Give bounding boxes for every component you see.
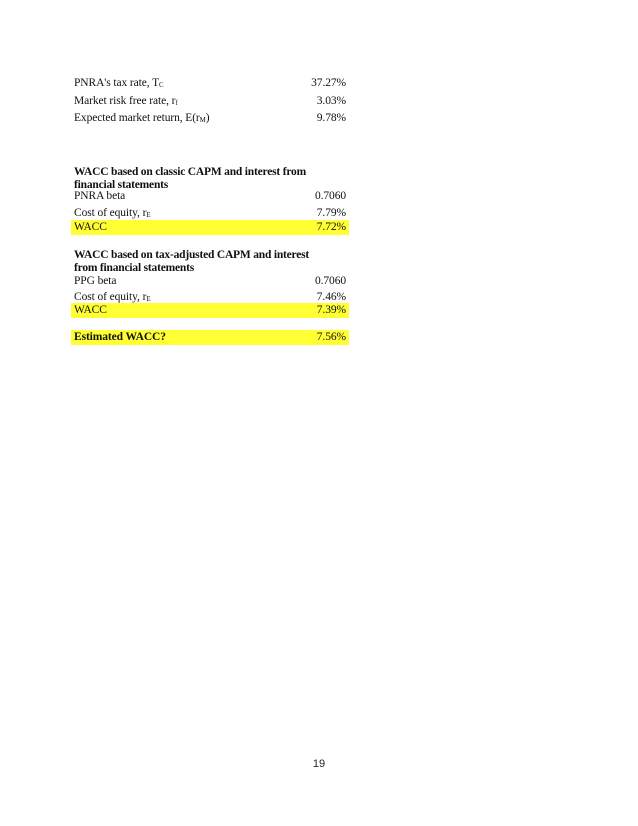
estimated-wacc-label: Estimated WACC? [74,331,166,343]
cost-of-equity-row-1 [71,206,349,221]
wacc-label-1: WACC [74,221,107,233]
section1-heading-line2: financial statements [74,179,169,191]
estimated-wacc-value: 7.56% [316,331,346,343]
wacc-row-2 [71,303,349,318]
market-return-label: Expected market return, E(rM) [74,112,210,124]
section2-heading-line2: from financial statements [74,262,194,274]
cost-of-equity-label-1: Cost of equity, rE [74,207,151,219]
ppg-beta-row [71,274,349,289]
ppg-beta-label: PPG beta [74,275,117,287]
wacc-row-1 [71,220,349,235]
ppg-beta-value: 0.7060 [314,275,346,287]
market-return-value: 9.78% [316,112,346,124]
tax-rate-label: PNRA's tax rate, TC [74,77,164,89]
tax-rate-row [71,76,349,91]
cost-of-equity-value-1: 7.79% [316,207,346,219]
risk-free-rate-label: Market risk free rate, rf [74,95,178,107]
risk-free-rate-value: 3.03% [316,95,346,107]
wacc-value-1: 7.72% [316,221,346,233]
tax-rate-value: 37.27% [311,77,346,89]
page-number: 19 [312,758,326,770]
market-return-row [71,111,349,126]
section1-heading-line1: WACC based on classic CAPM and interest from [74,166,306,178]
risk-free-rate-row [71,94,349,109]
wacc-label-2: WACC [74,304,107,316]
pnra-beta-value: 0.7060 [314,190,346,202]
section2-heading-line1: WACC based on tax-adjusted CAPM and interest [74,249,310,261]
estimated-wacc-row [71,330,349,345]
pnra-beta-label: PNRA beta [74,190,126,202]
section2-heading [74,249,349,275]
wacc-value-2: 7.39% [316,304,346,316]
cost-of-equity-value-2: 7.46% [316,291,346,303]
pnra-beta-row [71,189,349,204]
cost-of-equity-label-2: Cost of equity, rE [74,291,151,303]
